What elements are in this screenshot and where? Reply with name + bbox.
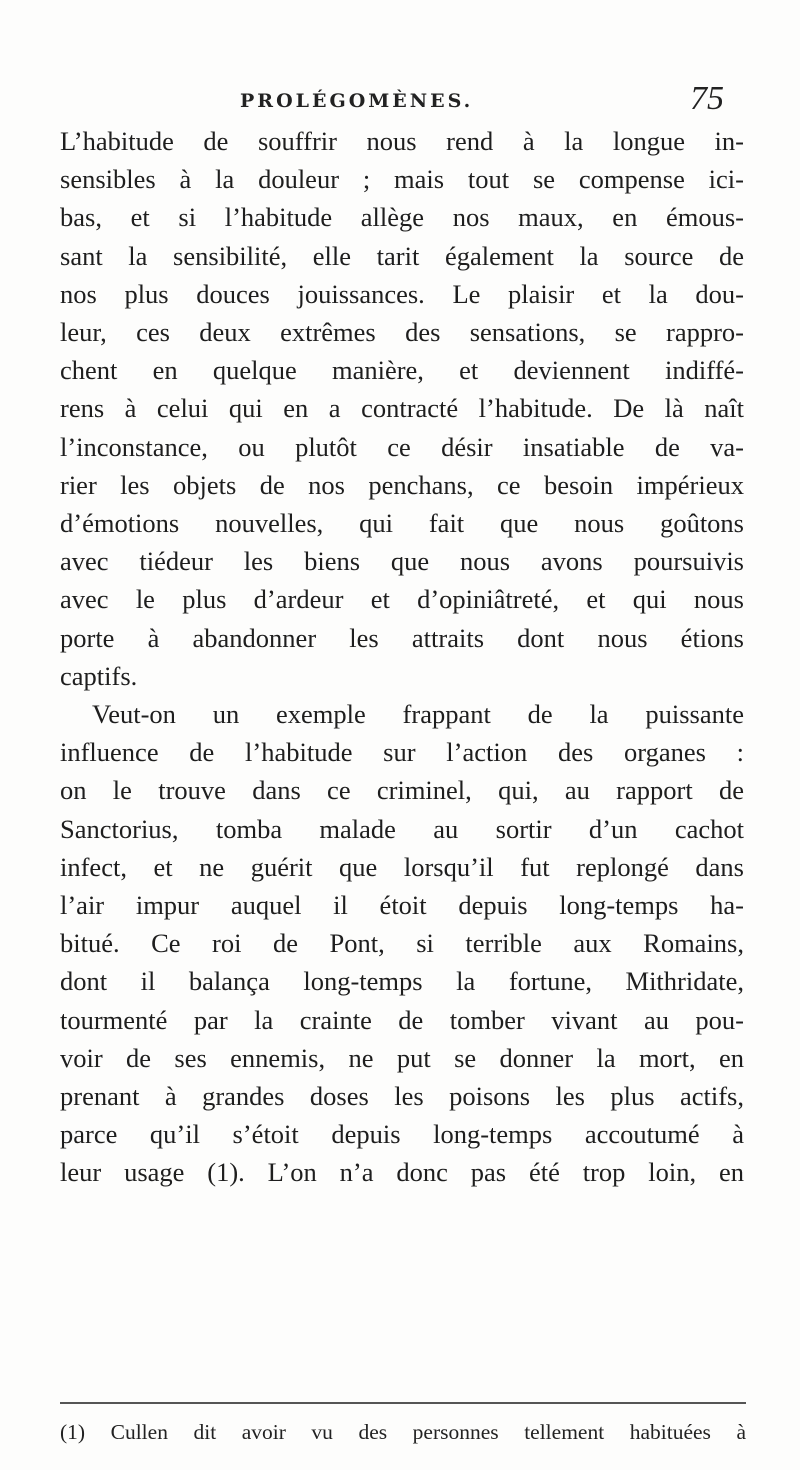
running-head: PROLÉGOMÈNES. bbox=[240, 90, 474, 112]
page-header bbox=[62, 76, 742, 116]
footnote: (1) Cullen dit avoir vu des personnes tellement habituées à bbox=[60, 1420, 746, 1444]
text-line: l’air impur auquel il étoit depuis long-temps ha- bbox=[60, 890, 744, 921]
text-line: infect, et ne guérit que lorsqu’il fut replongé dans bbox=[60, 851, 744, 882]
text-line: dont il balança long-temps la fortune, Mithridate, bbox=[60, 966, 744, 997]
text-line: Sanctorius, tomba malade au sortir d’un cachot bbox=[60, 813, 744, 844]
text-line: rens à celui qui en a contracté l’habitude. De là naît bbox=[60, 393, 744, 424]
text-line: Veut-on un exemple frappant de la puissante bbox=[92, 699, 744, 730]
text-line: on le trouve dans ce criminel, qui, au rapport de bbox=[60, 775, 744, 806]
text-line: porte à abandonner les attraits dont nous étions bbox=[60, 622, 744, 653]
text-line: chent en quelque manière, et deviennent indiffé- bbox=[60, 355, 744, 386]
text-line: avec le plus d’ardeur et d’opiniâtreté, et qui nous bbox=[60, 584, 744, 615]
body-text bbox=[60, 122, 744, 1192]
text-line: bas, et si l’habitude allège nos maux, en émous- bbox=[60, 202, 744, 233]
text-line: nos plus douces jouissances. Le plaisir et la dou- bbox=[60, 278, 744, 309]
text-line: sant la sensibilité, elle tarit également la source de bbox=[60, 240, 744, 271]
page-number: 75 bbox=[690, 80, 724, 117]
text-line: d’émotions nouvelles, qui fait que nous goûtons bbox=[60, 508, 744, 539]
text-line: rier les objets de nos penchans, ce besoin impérieux bbox=[60, 469, 744, 500]
text-line: voir de ses ennemis, ne put se donner la mort, en bbox=[60, 1042, 744, 1073]
text-line: tourmenté par la crainte de tomber vivant au pou- bbox=[60, 1004, 744, 1035]
text-line: avec tiédeur les biens que nous avons poursuivis bbox=[60, 546, 744, 577]
text-line: bitué. Ce roi de Pont, si terrible aux Romains, bbox=[60, 928, 744, 959]
text-line: L’habitude de souffrir nous rend à la longue in- bbox=[60, 126, 744, 156]
text-line: leur, ces deux extrêmes des sensations, se rappro- bbox=[60, 317, 744, 348]
text-line: l’inconstance, ou plutôt ce désir insatiable de va- bbox=[60, 431, 744, 462]
text-line: prenant à grandes doses les poisons les plus actifs, bbox=[60, 1081, 744, 1112]
text-line: sensibles à la douleur ; mais tout se compense ici- bbox=[60, 164, 744, 195]
text-line: parce qu’il s’étoit depuis long-temps accoutumé à bbox=[60, 1119, 744, 1150]
text-line: leur usage (1). L’on n’a donc pas été trop loin, en bbox=[60, 1157, 744, 1188]
footnote-rule bbox=[60, 1402, 746, 1404]
text-line: captifs. bbox=[60, 660, 138, 691]
text-line: influence de l’habitude sur l’action des organes : bbox=[60, 737, 744, 768]
